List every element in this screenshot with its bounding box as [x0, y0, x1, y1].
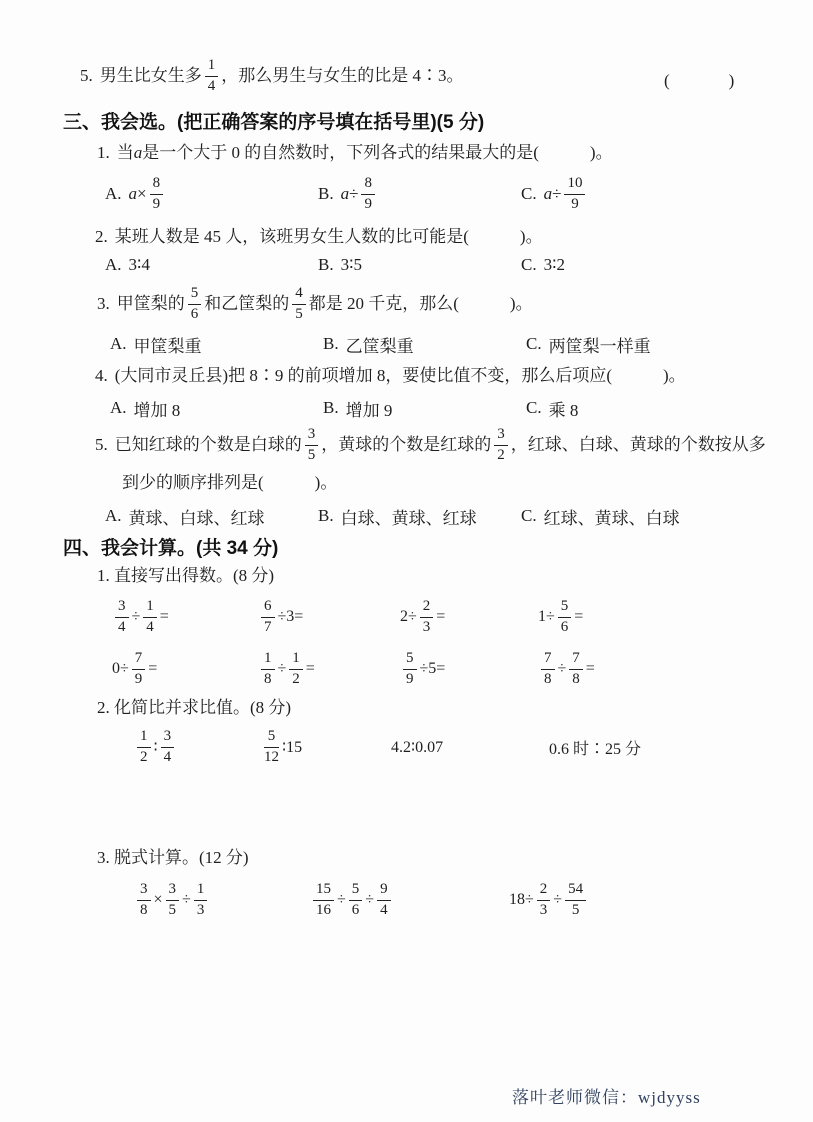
fraction: [377, 882, 391, 919]
math-text: 3∶4: [128, 255, 150, 274]
question-3-options: [110, 331, 651, 357]
denominator: 4: [118, 618, 126, 635]
numerator: 15: [313, 882, 334, 901]
option-text: [346, 332, 414, 357]
numerator: 2: [537, 882, 551, 901]
calc-row-1: [112, 592, 583, 642]
option-text: [129, 255, 150, 275]
option-text: [129, 176, 167, 213]
math-text: 两筐梨一样重: [548, 336, 651, 356]
option-a: [110, 396, 323, 421]
math-text: ，红球、白球、黄球的个数按从多: [510, 435, 766, 455]
math-text: 和乙筐梨的: [204, 294, 290, 314]
fraction: [289, 651, 303, 688]
math-text: ÷: [553, 891, 563, 908]
math-text: 乙筐梨重: [345, 336, 414, 356]
option-text: [544, 255, 565, 275]
denominator: 5: [168, 901, 177, 918]
fraction: [558, 599, 572, 636]
math-text: ÷: [182, 891, 191, 908]
math-text: 当: [116, 143, 134, 162]
fraction: [150, 176, 164, 213]
option-text: [544, 176, 589, 213]
denominator: 8: [572, 670, 580, 687]
fraction: [420, 599, 434, 636]
ratio-expression: [391, 737, 549, 757]
math-text: ÷: [337, 891, 346, 908]
option-c: [521, 504, 680, 529]
sub-question-3-label: 3. 脱式计算。(12 分): [97, 848, 249, 867]
option-text: [129, 504, 265, 529]
ratio-expression: [549, 736, 641, 759]
math-text: 白球、黄球、红球: [340, 508, 477, 528]
question-text-line1: [115, 427, 766, 464]
question-number: 1.: [97, 143, 110, 162]
denominator: 8: [544, 670, 552, 687]
fraction: [349, 882, 363, 919]
option-text: [341, 504, 477, 529]
multi-step-row: [134, 874, 589, 926]
option-c: [526, 396, 578, 421]
section-3-title: 三、我会选。(把正确答案的序号填在括号里)(5 分): [63, 112, 485, 133]
numerator: 1: [143, 599, 157, 618]
ratio-row: [134, 722, 641, 772]
numerator: 1: [261, 651, 275, 670]
calc-expression: [400, 651, 538, 688]
calc-expression: [538, 651, 595, 688]
math-text: ÷: [552, 184, 562, 203]
fraction: [143, 599, 157, 636]
question-number: 5.: [95, 435, 108, 455]
fraction: [292, 286, 306, 323]
math-text: 红球、黄球、白球: [543, 508, 680, 528]
math-text: 2÷: [400, 608, 417, 625]
option-a: [105, 255, 318, 275]
math-text: a: [340, 184, 350, 203]
fraction: [541, 651, 555, 688]
numerator: 1: [205, 58, 219, 77]
math-text: ÷: [557, 660, 567, 677]
option-a: [110, 332, 323, 357]
fraction: [565, 882, 586, 919]
fraction: [494, 427, 508, 464]
math-text: =: [585, 660, 595, 677]
option-label: B.: [323, 398, 339, 417]
numerator: 10: [564, 176, 585, 195]
math-text: a: [543, 184, 553, 203]
denominator: 3: [196, 901, 205, 918]
fraction: [305, 427, 319, 464]
calc-expression: [258, 599, 400, 636]
option-c: [526, 332, 651, 357]
answer-bracket: ( ): [664, 71, 737, 90]
question-1-options: [105, 166, 588, 222]
denominator: 4: [163, 748, 172, 765]
denominator: 6: [560, 618, 569, 635]
numerator: 3: [137, 882, 151, 901]
teacher-watermark: 落叶老师微信：wjdyyss: [512, 1088, 701, 1107]
denominator: 7: [264, 618, 272, 635]
option-text: [544, 504, 680, 529]
option-label: B.: [318, 506, 334, 525]
denominator: 5: [571, 901, 580, 918]
fraction: [261, 599, 275, 636]
denominator: 4: [207, 77, 216, 94]
fraction: [115, 599, 129, 636]
numerator: 2: [420, 599, 434, 618]
math-text: ∶: [153, 739, 158, 756]
denominator: 2: [497, 446, 505, 463]
ratio-expression: [261, 729, 391, 766]
option-label: A.: [105, 506, 122, 525]
numerator: 3: [494, 427, 508, 446]
numerator: 6: [261, 599, 275, 618]
math-text: ÷: [131, 608, 141, 625]
math-text: =: [159, 608, 169, 625]
option-label: B.: [318, 184, 334, 203]
option-c: [521, 255, 565, 275]
denominator: 9: [364, 195, 372, 212]
option-label: B.: [323, 334, 339, 353]
math-text: ÷5=: [419, 660, 446, 677]
math-text: 甲筐梨的: [116, 294, 185, 314]
fraction: [194, 882, 208, 919]
option-b: [318, 176, 521, 213]
numerator: 8: [150, 176, 164, 195]
multi-step-expression: [509, 882, 589, 919]
option-a: [105, 504, 318, 529]
math-text: 黄球、白球、红球: [128, 508, 265, 528]
question-text: [117, 142, 613, 163]
denominator: 4: [146, 618, 154, 635]
math-text: ×: [153, 891, 163, 908]
question-text: [115, 365, 686, 386]
denominator: 4: [380, 901, 388, 918]
sub-question-2-label: 2. 化简比并求比值。(8 分): [97, 698, 292, 717]
numerator: 1: [289, 651, 303, 670]
denominator: 3: [422, 618, 431, 635]
option-text: [549, 332, 651, 357]
denominator: 6: [351, 901, 360, 918]
fraction: [137, 882, 151, 919]
fraction: [564, 176, 585, 213]
option-b: [318, 504, 521, 529]
option-label: A.: [110, 334, 127, 353]
option-b: [318, 255, 521, 275]
option-label: B.: [318, 255, 334, 274]
option-label: C.: [526, 334, 542, 353]
option-a: [105, 176, 318, 213]
denominator: 5: [295, 305, 303, 322]
judge-item-5: [80, 53, 464, 99]
math-text: =: [305, 660, 315, 677]
question-number: 4.: [95, 366, 108, 385]
option-label: C.: [521, 255, 537, 274]
math-text: 1÷: [538, 608, 555, 625]
math-text: 是一个大于 0 的自然数时，下列各式的结果最大的是( )。: [142, 143, 613, 162]
math-text: (大同市灵丘县)把 8∶9 的前项增加 8，要使比值不变，那么后项应( )。: [114, 366, 686, 385]
math-text: 3∶2: [543, 255, 566, 274]
math-text: ∶15: [282, 739, 303, 756]
math-text: 增加 8: [133, 400, 181, 420]
denominator: 12: [264, 748, 279, 765]
multi-step-expression: [310, 882, 509, 919]
question-number: 2.: [95, 227, 108, 246]
option-text: [341, 176, 378, 213]
numerator: 54: [565, 882, 586, 901]
denominator: 9: [152, 195, 161, 212]
question-1: [97, 142, 613, 163]
numerator: 3: [115, 599, 129, 618]
fraction: [361, 176, 375, 213]
question-number: 3.: [97, 294, 110, 314]
math-text: 甲筐梨重: [133, 336, 202, 356]
denominator: 9: [134, 670, 143, 687]
option-text: [549, 396, 579, 421]
numerator: 1: [137, 729, 151, 748]
math-text: =: [436, 608, 446, 625]
question-2-options: [105, 252, 565, 278]
numerator: 5: [264, 729, 279, 748]
question-4: [95, 365, 686, 386]
denominator: 9: [571, 195, 579, 212]
math-text: 都是 20 千克，那么( )。: [308, 294, 533, 314]
denominator: 5: [307, 446, 316, 463]
numerator: 1: [194, 882, 208, 901]
numerator: 5: [349, 882, 363, 901]
math-text: 0.6 时∶25 分: [549, 740, 642, 758]
math-text: =: [148, 660, 158, 677]
option-label: A.: [105, 184, 122, 203]
numerator: 9: [377, 882, 391, 901]
numerator: 8: [361, 176, 375, 195]
denominator: 6: [190, 305, 199, 322]
math-text: 0÷: [112, 660, 129, 677]
option-label: C.: [521, 184, 537, 203]
numerator: 7: [132, 651, 146, 670]
option-label: A.: [105, 255, 122, 274]
option-text: [346, 396, 393, 421]
fraction: [261, 651, 275, 688]
sub-question-1-label: 1. 直接写出得数。(8 分): [97, 566, 275, 585]
fraction: [264, 729, 279, 766]
option-label: C.: [521, 506, 537, 525]
question-4-options: [110, 395, 578, 421]
denominator: 16: [316, 901, 331, 918]
math-text: ，黄球的个数是红球的: [321, 435, 492, 455]
math-text: 已知红球的个数是白球的: [114, 435, 302, 455]
question-3: [97, 280, 533, 328]
math-text: ，那么男生与女生的比是 4∶3。: [221, 66, 464, 86]
fraction: [205, 58, 219, 95]
math-text: ÷3=: [277, 608, 304, 625]
fraction: [132, 651, 146, 688]
math-text: 4.2∶0.07: [391, 739, 444, 756]
numerator: 3: [161, 729, 175, 748]
option-text: [134, 332, 202, 357]
item-number: 5.: [80, 66, 93, 86]
math-text: 18÷: [509, 891, 534, 908]
question-5-options: [105, 503, 680, 529]
denominator: 8: [140, 901, 148, 918]
math-text: 某班人数是 45 人，该班男女生人数的比可能是( )。: [114, 227, 543, 246]
judge-item-text: [100, 58, 464, 95]
calc-expression: [258, 651, 400, 688]
section-4-title: 四、我会计算。(共 34 分): [63, 538, 279, 559]
numerator: 5: [403, 651, 417, 670]
denominator: 8: [264, 670, 272, 687]
denominator: 3: [539, 901, 548, 918]
math-text: ×: [137, 184, 147, 203]
numerator: 5: [558, 599, 572, 618]
question-text: [115, 226, 543, 247]
option-text: [134, 396, 181, 421]
option-text: [341, 255, 362, 275]
calc-expression: [400, 599, 538, 636]
ratio-expression: [134, 729, 261, 766]
math-text: 增加 9: [345, 400, 393, 420]
math-text: a: [128, 184, 138, 203]
fraction: [188, 286, 202, 323]
question-5-line2: 到少的顺序排列是( )。: [122, 473, 338, 492]
calc-expression: [538, 599, 583, 636]
math-text: ÷: [365, 891, 375, 908]
fraction: [166, 882, 180, 919]
math-text: 男生比女生多: [99, 66, 202, 86]
calc-row-2: [112, 644, 595, 694]
option-label: A.: [110, 398, 127, 417]
multi-step-expression: [134, 882, 310, 919]
numerator: 5: [188, 286, 202, 305]
fraction: [137, 729, 151, 766]
math-text: 3∶5: [340, 255, 363, 274]
numerator: 3: [305, 427, 319, 446]
denominator: 2: [292, 670, 300, 687]
numerator: 7: [541, 651, 555, 670]
option-label: C.: [526, 398, 542, 417]
question-5: [95, 421, 766, 469]
denominator: 2: [140, 748, 148, 765]
fraction: [569, 651, 583, 688]
fraction: [537, 882, 551, 919]
math-text: ÷: [277, 660, 287, 677]
option-b: [323, 396, 526, 421]
fraction: [403, 651, 417, 688]
numerator: 3: [166, 882, 180, 901]
option-b: [323, 332, 526, 357]
denominator: 9: [406, 670, 414, 687]
math-text: a: [133, 143, 143, 162]
numerator: 7: [569, 651, 583, 670]
numerator: 4: [292, 286, 306, 305]
fraction: [161, 729, 175, 766]
math-text: ÷: [349, 184, 359, 203]
math-text: =: [574, 608, 584, 625]
fraction: [313, 882, 334, 919]
option-c: [521, 176, 588, 213]
calc-expression: [112, 599, 258, 636]
math-text: 乘 8: [548, 400, 579, 420]
question-2: [95, 226, 543, 247]
question-text: [117, 286, 533, 323]
calc-expression: [112, 651, 258, 688]
